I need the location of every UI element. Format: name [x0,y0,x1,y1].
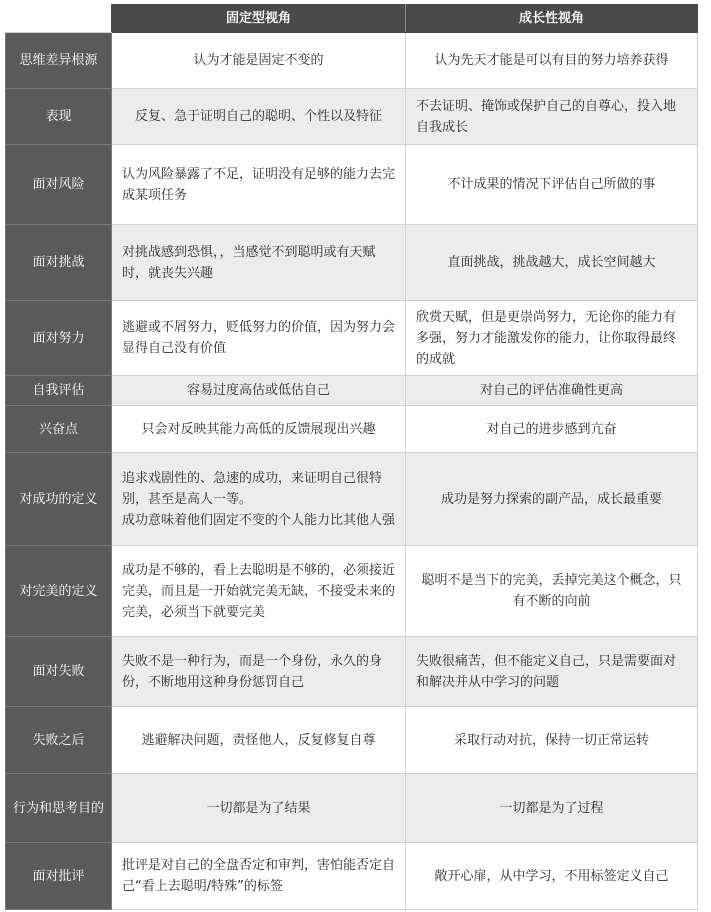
row-label: 对成功的定义 [6,453,112,546]
growth-text: 采取行动对抗，保持一切正常运转 [453,732,649,748]
fixed-cell [112,145,406,225]
growth-text: 聪明不是当下的完美，丢掉完美这个概念，只有不断的向前 [421,573,682,609]
mindset-comparison-table [5,4,698,910]
fixed-cell [112,546,406,637]
header-growth-mindset: 成长性视角 [406,5,698,33]
growth-cell [406,546,698,637]
header-row [6,5,698,33]
fixed-cell [112,301,406,376]
fixed-cell [112,376,406,406]
row-label: 面对风险 [6,145,112,225]
fixed-cell [112,637,406,707]
fixed-text: 只会对反映其能力高低的反馈展现出兴趣 [141,421,376,437]
row-label: 面对失败 [6,637,112,707]
growth-text: 一切都是为了过程 [499,800,604,816]
growth-cell [406,33,698,89]
row-label: 表现 [6,89,112,145]
table-row [6,546,698,637]
table-row [6,33,698,89]
growth-text: 失败很痛苦，但不能定义自己，只是需要面对和解决并从中学习的问题 [416,653,677,690]
growth-cell [406,89,698,145]
fixed-text: 追求戏剧性的、急速的成功，来证明自己很特别，甚至是高人一等。 [122,470,383,507]
fixed-text: 失败不是一种行为，而是一个身份，永久的身份，不断地用这种身份惩罚自己 [122,653,383,690]
growth-text: 欣赏天赋，但是更崇尚努力，无论你的能力有多强，努力才能激发你的能力，让你取得最终的成就 [416,309,677,367]
fixed-text: 容易过度高估或低估自己 [186,383,330,398]
row-label: 对完美的定义 [6,546,112,637]
table-row [6,843,698,910]
table-row [6,301,698,376]
growth-cell [406,145,698,225]
fixed-cell [112,89,406,145]
table-row [6,225,698,301]
row-label: 自我评估 [6,376,112,406]
growth-cell [406,637,698,707]
growth-text: 敞开心扉，从中学习，不用标签定义自己 [434,868,669,884]
row-label: 行为和思考目的 [6,774,112,843]
row-label: 面对挑战 [6,225,112,301]
fixed-cell [112,33,406,89]
growth-cell [406,406,698,453]
growth-text: 认为先天才能是可以有目的努力培养获得 [434,53,669,68]
table-row [6,376,698,406]
row-label: 兴奋点 [6,406,112,453]
fixed-text: 认为才能是固定不变的 [193,53,324,68]
table-row [6,89,698,145]
fixed-text: 成功是不够的，看上去聪明是不够的，必须接近完美，而且是一开始就完美无缺，不接受未来的完美，必须当下就要完美 [122,562,396,620]
growth-text: 对自己的进步感到亢奋 [486,421,617,437]
growth-text: 不计成果的情况下评估自己所做的事 [447,177,656,192]
row-label: 思维差异根源 [6,33,112,89]
growth-cell [406,453,698,546]
fixed-text: 反复、急于证明自己的聪明、个性以及特征 [134,109,382,124]
growth-cell [406,774,698,843]
header-corner [6,5,112,33]
growth-text: 直面挑战，挑战越大，成长空间越大 [447,255,656,270]
fixed-text: 认为风险暴露了不足，证明没有足够的能力去完成某项任务 [122,166,396,203]
table-row [6,707,698,774]
growth-cell [406,376,698,406]
fixed-cell [112,225,406,301]
growth-cell [406,225,698,301]
fixed-cell [112,843,406,910]
table-row [6,453,698,546]
fixed-cell [112,406,406,453]
growth-text: 不去证明、掩饰或保护自己的自尊心，投入地自我成长 [416,98,677,135]
growth-cell [406,707,698,774]
fixed-cell [112,707,406,774]
row-label: 失败之后 [6,707,112,774]
fixed-text: 逃避或不屑努力，贬低努力的价值，因为努力会显得自己没有价值 [122,320,396,356]
table-row [6,406,698,453]
table-row [6,637,698,707]
row-label: 面对努力 [6,301,112,376]
fixed-cell [112,774,406,843]
table-row [6,774,698,843]
fixed-text: 逃避解决问题，责怪他人，反复修复自尊 [141,732,376,748]
header-fixed-mindset: 固定型视角 [112,5,406,33]
fixed-text: 一切都是为了结果 [206,800,311,816]
growth-cell [406,843,698,910]
fixed-text: 批评是对自己的全盘否定和审判，害怕能否定自己“看上去聪明/特殊”的标签 [122,858,396,894]
row-label: 面对批评 [6,843,112,910]
table-row [6,145,698,225]
fixed-cell [112,453,406,546]
fixed-text-extra: 成功意味着他们固定不变的个人能力比其他人强 [122,512,396,528]
growth-text: 对自己的评估准确性更高 [479,383,623,398]
growth-cell [406,301,698,376]
growth-text: 成功是努力探索的副产品，成长最重要 [440,491,662,507]
fixed-text: 对挑战感到恐惧，，当感觉不到聪明或有天赋时，就丧失兴趣 [122,244,376,281]
